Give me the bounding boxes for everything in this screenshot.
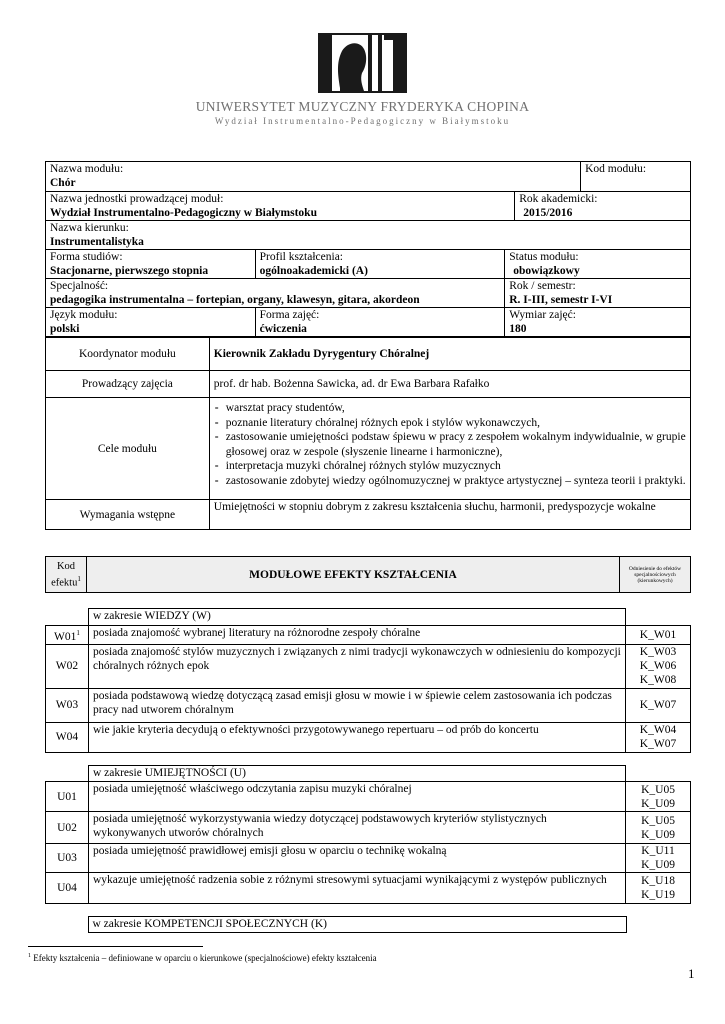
semester-label: Rok / semestr: — [509, 280, 576, 292]
outcome-text: posiada podstawową wiedzę dotyczącą zasad emisji głosu w mowie i w śpiewie celem zastosowania ich podczas pracy nad utworem chóralnym — [88, 688, 625, 722]
specialty-cell — [46, 279, 505, 308]
page-number: 1 — [688, 966, 695, 981]
outcome-refs: K_W04 K_W07 — [626, 722, 691, 752]
class-form-label: Forma zajęć: — [259, 309, 320, 321]
outcome-code: $W01^1$ — [46, 626, 89, 645]
outcome-code: U01 — [46, 782, 89, 812]
module-name-cell — [46, 162, 581, 192]
footnote-divider — [28, 946, 203, 947]
outcome-refs: K_U18 K_U19 — [626, 873, 691, 904]
unit-label: Nazwa jednostki prowadzącej moduł: — [50, 193, 224, 205]
outcome-refs: K_W03 K_W06 K_W08 — [626, 644, 691, 688]
goals-label: Cele modułu — [46, 398, 210, 500]
module-code-label: Kod modułu: — [585, 163, 647, 175]
year-label: Rok akademicki: — [519, 193, 598, 205]
goal-item: - poznanie literatury chóralnej różnych epok i stylów wykonawczych, — [214, 416, 686, 431]
skills-table — [45, 765, 691, 904]
hours-cell — [505, 308, 691, 337]
outcome-refs: K_W07 — [626, 688, 691, 722]
class-form-value: ćwiczenia — [259, 323, 307, 335]
outcomes-title: MODUŁOWE EFEKTY KSZTAŁCENIA — [86, 557, 619, 593]
module-details-table — [45, 337, 691, 530]
outcome-text: posiada umiejętność prawidłowej emisji głosu w oparciu o technikę wokalną — [88, 844, 625, 873]
hours-value: 180 — [509, 323, 527, 335]
profile-cell — [255, 250, 505, 279]
outcome-text: posiada znajomość stylów muzycznych i związanych z nimi tradycji wykonawczych w odniesieniu do kompozycji chóralnych różnych epok — [88, 644, 625, 688]
study-form-value: Stacjonarne, pierwszego stopnia — [50, 265, 209, 277]
status-cell — [505, 250, 691, 279]
outcome-text: wie jakie kryteria decydują o efektywności przygotowywanego repertuaru – od prób do koncertu — [88, 722, 625, 752]
outcome-code: U04 — [46, 873, 89, 904]
semester-cell — [505, 279, 691, 308]
outcomes-header-table — [45, 556, 691, 593]
faculty-name: Wydział Instrumentalno-Pedagogiczny w Białymstoku — [214, 116, 511, 126]
outcome-refs: K_U05 K_U09 — [626, 812, 691, 844]
skills-section-title: w zakresie UMIEJĘTNOŚCI (U) — [88, 766, 625, 782]
outcome-refs: K_U11 K_U09 — [626, 844, 691, 873]
outcome-code: U03 — [46, 844, 89, 873]
social-table — [45, 916, 691, 933]
goal-item: - zastosowanie zdobytej wiedzy ogólnomuzycznej w praktyce artystycznej – synteza teorii i praktyki. — [214, 474, 686, 489]
unit-cell — [46, 192, 515, 221]
module-name: Chór — [50, 177, 76, 189]
goal-item: - warsztat pracy studentów, — [214, 401, 686, 416]
profile-label: Profil kształcenia: — [259, 251, 343, 263]
prereq-label: Wymagania wstępne — [46, 500, 210, 530]
prereq-value: Umiejętności w stopniu dobrym z zakresu kształcenia słuchu, harmonii, predyspozycje wokalne — [209, 500, 690, 530]
goals-list — [214, 401, 686, 488]
major-label: Nazwa kierunku: — [50, 222, 129, 234]
footnote-text: Efekty kształcenia – definiowane w oparciu o kierunkowe (specjalnościowe) efekty kształcenia — [33, 953, 377, 963]
outcome-code: W04 — [46, 722, 89, 752]
goals-cell — [209, 398, 690, 500]
status-value: obowiązkowy — [513, 265, 580, 277]
footnote-mark: 1 — [28, 953, 31, 959]
outcome-text: posiada umiejętność wykorzystywania wiedzy dotyczącej podstawowych kryteriów stylistycznych wykonywanych utworów chóralnych — [88, 812, 625, 844]
goal-item: - zastosowanie umiejętności podstaw śpiewu w pracy z zespołem wokalnym indywidualnie, w grupie głosowej oraz w zespole (słyszenie linearne i harmoniczne), — [214, 430, 686, 459]
hours-label: Wymiar zajęć: — [509, 309, 576, 321]
outcome-text: posiada umiejętność właściwego odczytania zapisu muzyki chóralnej — [88, 782, 625, 812]
language-cell — [46, 308, 256, 337]
outcome-code: W03 — [46, 688, 89, 722]
semester-value: R. I-III, semestr I-VI — [509, 294, 613, 306]
knowledge-table — [45, 608, 691, 753]
language-label: Język modułu: — [50, 309, 118, 321]
profile-value: ogólnoakademicki (A) — [259, 265, 368, 277]
class-form-cell — [255, 308, 505, 337]
university-name: UNIWERSYTET MUZYCZNY FRYDERYKA CHOPINA — [195, 99, 530, 114]
year-cell — [515, 192, 691, 221]
goal-item: - interpretacja muzyki chóralnej różnych stylów muzycznych — [214, 459, 686, 474]
year-value: 2015/2016 — [523, 207, 573, 219]
module-name-label: Nazwa modułu: — [50, 163, 124, 175]
outcome-code: U02 — [46, 812, 89, 844]
study-form-cell — [46, 250, 256, 279]
university-logo — [318, 33, 407, 93]
code-footnote-mark: 1 — [77, 574, 81, 583]
outcome-text: posiada znajomość wybranej literatury na różnorodne zespoły chóralne — [88, 626, 625, 645]
knowledge-section-title: w zakresie WIEDZY (W) — [88, 609, 625, 626]
outcome-code: W02 — [46, 644, 89, 688]
code-header-label: Kod efektu — [51, 560, 78, 589]
social-section-title: w zakresie KOMPETENCJI SPOŁECZNYCH (K) — [88, 917, 626, 933]
footnote — [28, 953, 377, 963]
module-code-cell — [581, 162, 691, 192]
code-header — [46, 557, 87, 593]
study-form-label: Forma studiów: — [50, 251, 123, 263]
specialty-label: Specjalność: — [50, 280, 109, 292]
teachers-label: Prowadzący zajęcia — [46, 371, 210, 398]
teachers-value: prof. dr hab. Bożenna Sawicka, ad. dr Ewa Barbara Rafałko — [209, 371, 690, 398]
major-value: Instrumentalistyka — [50, 236, 144, 248]
coordinator-value: Kierownik Zakładu Dyrygentury Chóralnej — [209, 338, 690, 371]
status-label: Status modułu: — [509, 251, 579, 263]
specialty-value: pedagogika instrumentalna – fortepian, organy, klawesyn, gitara, akordeon — [50, 294, 420, 306]
coordinator-label: Koordynator modułu — [46, 338, 210, 371]
unit-value: Wydział Instrumentalno-Pedagogiczny w Białymstoku — [50, 207, 317, 219]
language-value: polski — [50, 323, 80, 335]
outcome-text: wykazuje umiejętność radzenia sobie z różnymi stresowymi sytuacjami wynikającymi z występów publicznych — [88, 873, 625, 904]
outcome-refs: K_U05 K_U09 — [626, 782, 691, 812]
major-cell — [46, 221, 691, 250]
ref-header: Odniesienie do efektów specjalnościowych (kierunkowych) — [620, 557, 691, 593]
outcome-refs: K_W01 — [626, 626, 691, 645]
module-info-table — [45, 161, 691, 337]
